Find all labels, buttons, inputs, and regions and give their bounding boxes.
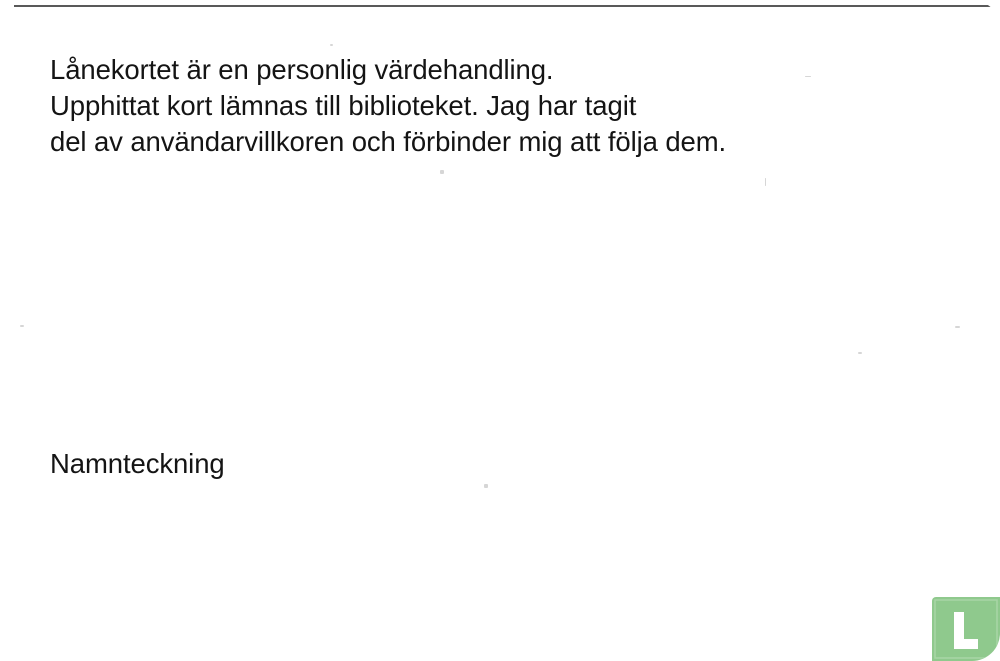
print-speck (955, 326, 960, 328)
terms-paragraph (50, 52, 950, 160)
print-speck (765, 178, 766, 186)
print-speck (440, 170, 444, 174)
terms-line-3: del av användarvillkoren och förbinder mig att följa dem. (50, 126, 727, 157)
print-speck (805, 76, 811, 77)
print-speck (484, 484, 488, 488)
print-speck (20, 325, 24, 327)
card-top-edge (14, 5, 1000, 7)
library-logo-badge (932, 597, 1000, 661)
print-speck (330, 44, 333, 46)
terms-line-1: Lånekortet är en personlig värdehandling. (50, 54, 554, 85)
library-l-logo-icon (932, 597, 1000, 661)
print-speck (858, 352, 862, 354)
terms-line-2: Upphittat kort lämnas till biblioteket. Jag har tagit (50, 90, 637, 121)
signature-label: Namnteckning (50, 448, 225, 479)
